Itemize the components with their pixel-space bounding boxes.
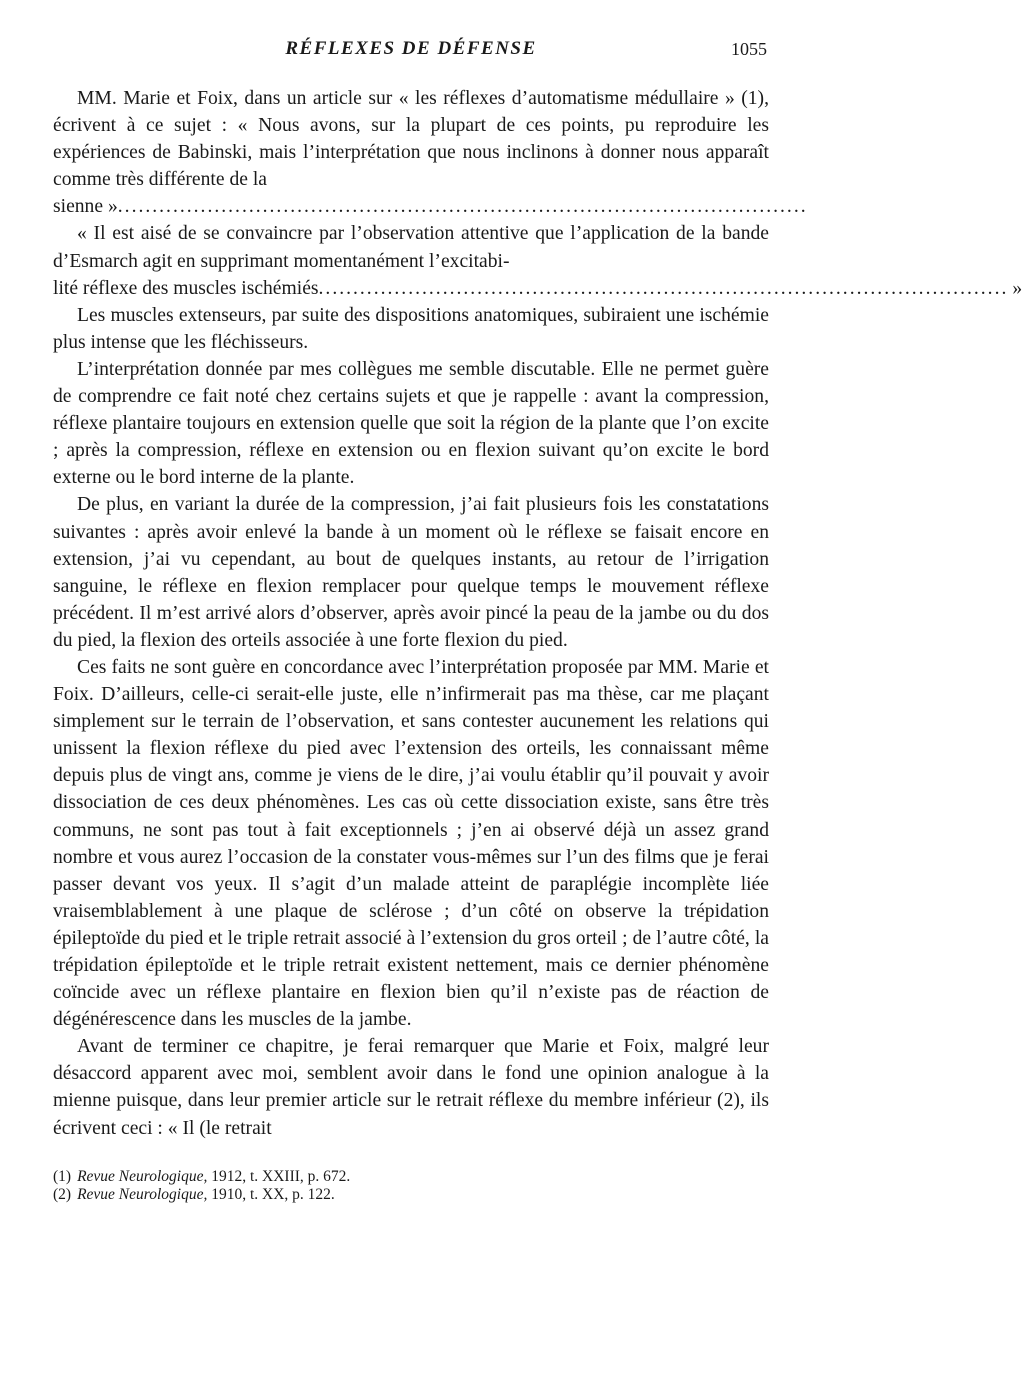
paragraph-3: Les muscles extenseurs, par suite des dispositions anatomiques, subiraient une ischémie plus intense que les fléchisseurs. xyxy=(53,304,769,353)
running-title: RÉFLEXES DE DÉFENSE xyxy=(285,38,537,59)
dot-leader: .................................................................................................... xyxy=(318,277,1009,299)
footnote-reference: 1912, t. XXIII, p. 672. xyxy=(211,1167,351,1185)
footnote-mark: (2) xyxy=(53,1185,72,1203)
paragraph-1-leader-line xyxy=(53,193,808,220)
paragraph-2-last-words: lité réflexe des muscles ischémiés xyxy=(53,277,319,299)
footnote-2 xyxy=(53,1186,769,1204)
body-text xyxy=(53,85,1022,1142)
paragraph-4: L’interprétation donnée par mes collègues me semble discutable. Elle ne permet guère de comprendre ce fait noté chez certains sujets et que je rappelle : avant la compression, réflexe plantaire toujours en extension quelle que soit la région de la plante que l’on excite ; après la compression, réflexe en extension ou en flexion suivant qu’on excite le bord externe ou le bord interne de la plante. xyxy=(53,358,769,489)
paragraph-5: De plus, en variant la durée de la compression, j’ai fait plusieurs fois les constatations suivantes : après avoir enlevé la bande à un moment où le réflexe se faisait encore en extension, j’ai vu cependant, au bout de quelques instants, au retour de l’irrigation sanguine, le réflexe en flexion remplacer pour quelque temps le mouvement réflexe précédent. Il m’est arrivé alors d’observer, après avoir pincé la peau de la jambe ou du dos du pied, la flexion des orteils associée à une forte flexion du pied. xyxy=(53,494,769,651)
closing-quote: » xyxy=(1012,277,1022,299)
paragraph-1 xyxy=(53,85,769,193)
page-number: 1055 xyxy=(731,39,767,59)
page-header xyxy=(53,38,769,68)
footnote-source: Revue Neurologique, xyxy=(77,1167,208,1185)
paragraph-2-text: « Il est aisé de se convaincre par l’observation attentive que l’application de la bande d’Esmarch agit en supprimant momentanément l’excitabi- xyxy=(53,223,769,272)
document-page xyxy=(53,38,1022,1204)
paragraph-7: Avant de terminer ce chapitre, je ferai remarquer que Marie et Foix, malgré leur désaccord apparent avec moi, semblent avoir dans le fond une opinion analogue à la mienne puisque, dans leur premier article sur le retrait réflexe du membre inférieur (2), ils écrivent ceci : « Il (le retrait xyxy=(53,1036,769,1139)
paragraph-1-text: MM. Marie et Foix, dans un article sur « les réflexes d’automatisme médullaire » (1), écrivent à ce sujet : « Nous avons, sur la plupart de ces points, pu reproduire les expériences de Babinski, mais l’interprétation que nous inclinons à donner nous apparaît comme très différente de la xyxy=(53,88,769,191)
paragraph-1-last-words: sienne » xyxy=(53,196,118,218)
paragraph-2 xyxy=(53,220,769,274)
footnotes xyxy=(53,1168,769,1204)
paragraph-6: Ces faits ne sont guère en concordance avec l’interprétation proposée par MM. Marie et Foix. D’ailleurs, celle-ci serait-elle juste, elle n’infirmerait pas ma thèse, car me plaçant simplement sur le terrain de l’observation, et sans contester aucunement les relations qui unissent la flexion réflexe du pied avec l’extension des orteils, les connaissant même depuis plus de vingt ans, comme je viens de le dire, j’ai voulu établir qu’il pouvait y avoir dissociation de ces deux phénomènes. Les cas où cette dissociation existe, sans être très communs, ne sont pas tout à fait exceptionnels ; j’en ai observé déjà un assez grand nombre et vous aurez l’occasion de la constater vous-mêmes sur l’un des films que je ferai passer devant vos yeux. Il s’agit d’un malade atteint de paraplégie incomplète liée vraisemblablement à une plaque de sclérose ; d’un côté on observe la trépidation épileptoïde du pied et le triple retrait associé à l’extension du gros orteil ; de l’autre côté, la trépidation épileptoïde et le triple retrait existent nettement, mais ce dernier phénomène coïncide avec un réflexe plantaire en flexion bien qu’il n’existe pas de réaction de dégénérescence dans les muscles de la jambe. xyxy=(53,656,769,1031)
footnote-1 xyxy=(53,1168,769,1186)
paragraph-2-leader-line xyxy=(53,275,1022,302)
dot-leader: .................................................................................................... xyxy=(117,196,808,218)
footnote-reference: 1910, t. XX, p. 122. xyxy=(211,1185,335,1203)
footnote-source: Revue Neurologique, xyxy=(77,1185,208,1203)
footnote-mark: (1) xyxy=(53,1167,72,1185)
